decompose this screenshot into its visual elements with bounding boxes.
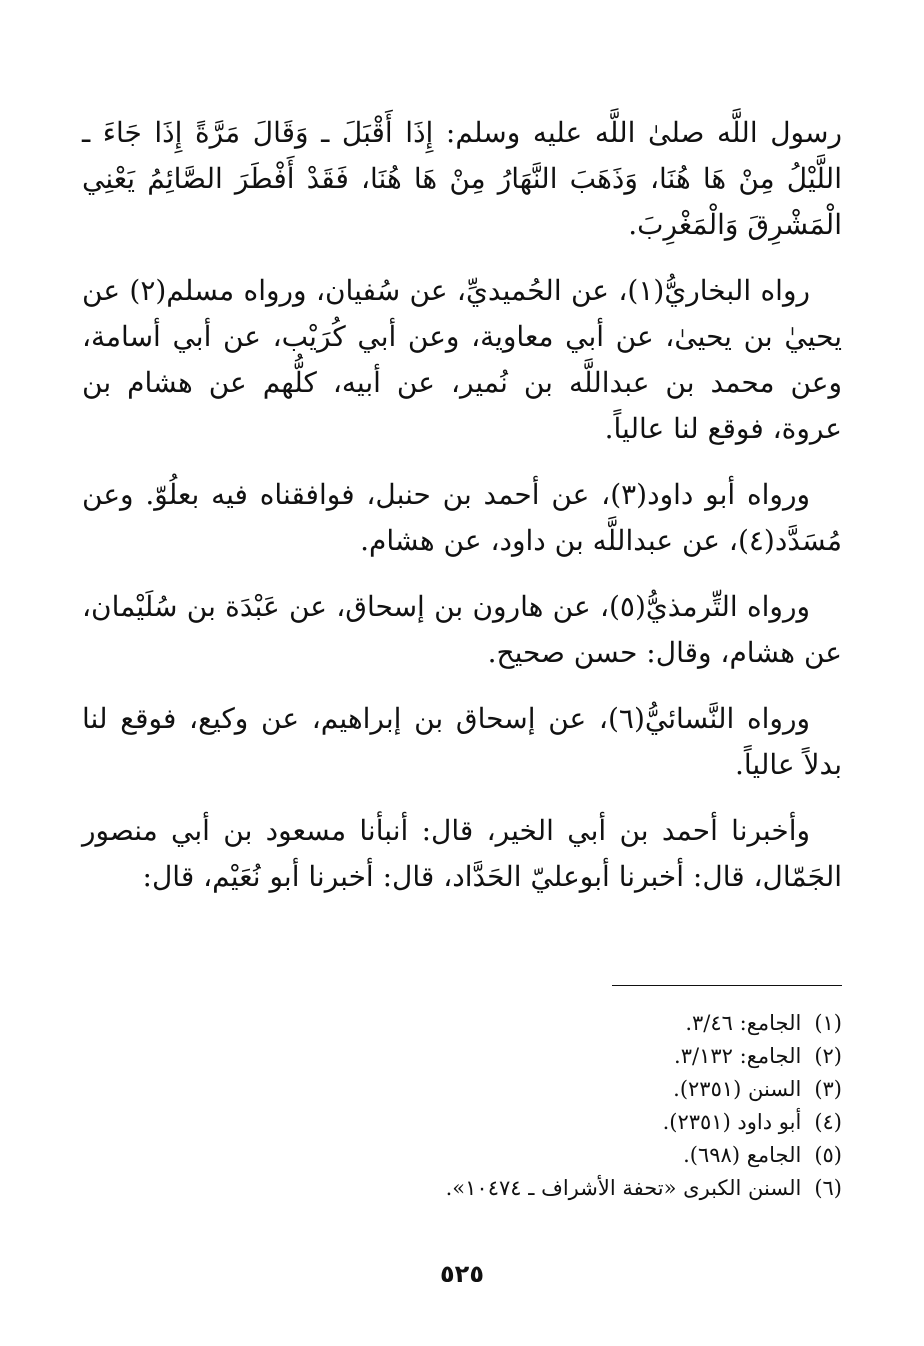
footnote-number: (٦) [814,1176,842,1200]
footnote-text: السنن (٢٣٥١). [673,1077,802,1101]
footnote-number: (٣) [814,1077,842,1101]
footnote-2 [82,1041,842,1071]
footnote-text: السنن الكبرى «تحفة الأشراف ـ ١٠٤٧٤». [445,1176,802,1200]
footnote-1 [82,1008,842,1038]
footnotes [82,1008,842,1206]
paragraph-nasai: ورواه النَّسائيُّ(٦)، عن إسحاق بن إبراهيم، عن وكيع، فوقع لنا بدلاً عالياً. [82,702,842,781]
paragraph-tirmidhi: ورواه التِّرمذيُّ(٥)، عن هارون بن إسحاق، عن عَبْدَة بن سُلَيْمان، عن هشام، وقال: حسن صحيح. [82,590,842,669]
paragraph-abu-dawud: ورواه أبو داود(٣)، عن أحمد بن حنبل، فوافقناه فيه بعلُوّ. وعن مُسَدَّد(٤)، عن عبداللَّه بن داود، عن هشام. [82,478,842,557]
footnote-text: أبو داود (٢٣٥١). [662,1110,802,1134]
footnote-number: (٤) [814,1110,842,1134]
footnote-text: الجامع (٦٩٨). [683,1143,802,1167]
footnote-4 [82,1107,842,1137]
footnote-number: (٢) [814,1044,842,1068]
paragraph-bukhari-muslim: رواه البخاريُّ(١)، عن الحُميديِّ، عن سُفيان، ورواه مسلم(٢) عن يحييٰ بن يحيىٰ، عن أبي معاوية، وعن أبي كُرَيْب، عن أبي أسامة، وعن محمد بن عبداللَّه بن نُمير، عن أبيه، كلُّهم عن هشام بن عروة، فوقع لنا عالياً. [82,274,842,445]
footnote-5 [82,1140,842,1170]
footnote-text: الجامع: ٣/١٣٢. [674,1044,802,1068]
page-number: ٥٢٥ [440,1260,484,1288]
footnote-3 [82,1074,842,1104]
footnote-separator [612,985,842,986]
paragraph-isnad: وأخبرنا أحمد بن أبي الخير، قال: أنبأنا مسعود بن أبي منصور الجَمّال، قال: أخبرنا أبوعليّ الحَدَّاد، قال: أخبرنا أبو نُعَيْم، قال: [82,814,842,893]
paragraph-hadith-continuation: رسول اللَّه صلىٰ اللَّه عليه وسلم: إِذَا أَقْبَلَ ـ وَقَالَ مَرَّةً إِذَا جَاءَ ـ اللَّيْلُ مِنْ هَا هُنَا، وَذَهَبَ النَّهَارُ مِنْ هَا هُنَا، فَقَدْ أَفْطَرَ الصَّائِمُ يَعْنِي الْمَشْرِقَ وَالْمَغْرِبَ. [82,116,842,241]
footnote-6 [82,1173,842,1203]
footnote-number: (١) [814,1011,842,1035]
main-text [82,110,842,920]
footnote-text: الجامع: ٣/٤٦. [685,1011,802,1035]
footnote-number: (٥) [814,1143,842,1167]
